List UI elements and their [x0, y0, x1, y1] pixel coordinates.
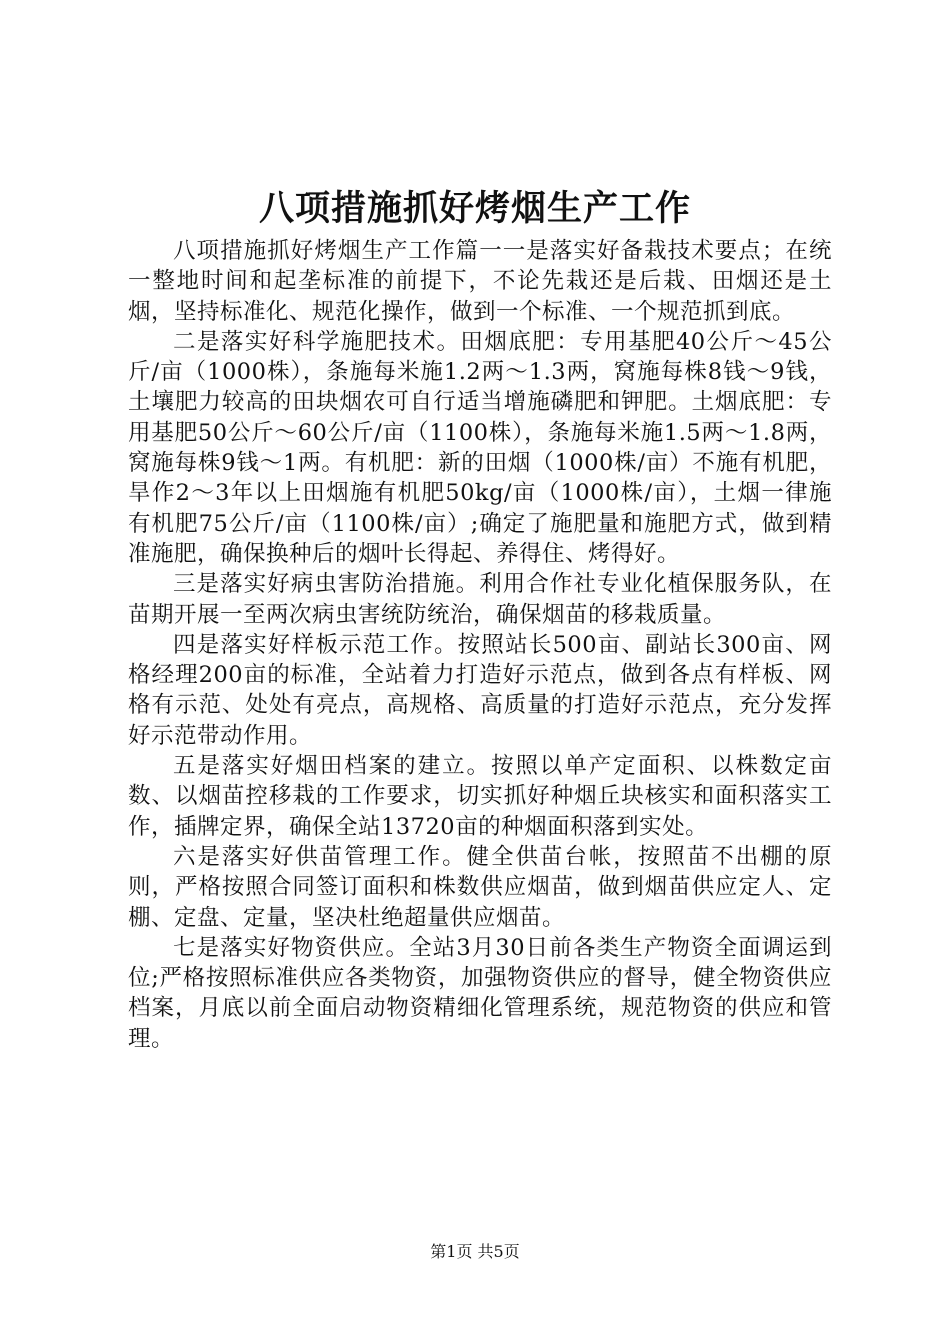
- paragraph-5: 五是落实好烟田档案的建立。按照以单产定面积、以株数定亩数、以烟苗控移栽的工作要求，切实抓好种烟丘块核实和面积落实工作，插牌定界，确保全站13720亩的种烟面积落到实处。: [128, 753, 832, 840]
- page-footer: 第1页 共5页: [430, 1242, 520, 1261]
- paragraph-1: 八项措施抓好烤烟生产工作篇一一是落实好备栽技术要点；在统一整地时间和起垄标准的前提下，不论先栽还是后栽、田烟还是土烟，坚持标准化、规范化操作，做到一个标准、一个规范抓到底。: [128, 238, 832, 325]
- document-body: [128, 236, 832, 1054]
- paragraph-7: 七是落实好物资供应。全站3月30日前各类生产物资全面调运到位;严格按照标准供应各类物资，加强物资供应的督导，健全物资供应档案，月底以前全面启动物资精细化管理系统，规范物资的供应和管理。: [128, 934, 832, 1052]
- paragraph-3: 三是落实好病虫害防治措施。利用合作社专业化植保服务队，在苗期开展一至两次病虫害统防统治，确保烟苗的移栽质量。: [128, 571, 832, 628]
- paragraph-2: 二是落实好科学施肥技术。田烟底肥：专用基肥40公斤～45公斤/亩（1000株），条施每米施1.2两～1.3两，窝施每株8钱～9钱，土壤肥力较高的田块烟农可自行适当增施磷肥和钾肥。土烟底肥：专用基肥50公斤～60公斤/亩（1100株），条施每米施1.5两～1.8两，窝施每株9钱～1两。有机肥：新的田烟（1000株/亩）不施有机肥，旱作2～3年以上田烟施有机肥50kg/亩（1000株/亩），土烟一律施有机肥75公斤/亩（1100株/亩）;确定了施肥量和施肥方式，做到精准施肥，确保换种后的烟叶长得起、养得住、烤得好。: [128, 328, 832, 567]
- paragraph-4: 四是落实好样板示范工作。按照站长500亩、副站长300亩、网格经理200亩的标准，全站着力打造好示范点，做到各点有样板、网格有示范、处处有亮点，高规格、高质量的打造好示范点，充分发挥好示范带动作用。: [128, 631, 832, 749]
- document-title: 八项措施抓好烤烟生产工作: [258, 188, 691, 229]
- paragraph-6: 六是落实好供苗管理工作。健全供苗台帐，按照苗不出棚的原则，严格按照合同签订面积和株数供应烟苗，做到烟苗供应定人、定棚、定盘、定量，坚决杜绝超量供应烟苗。: [128, 843, 832, 931]
